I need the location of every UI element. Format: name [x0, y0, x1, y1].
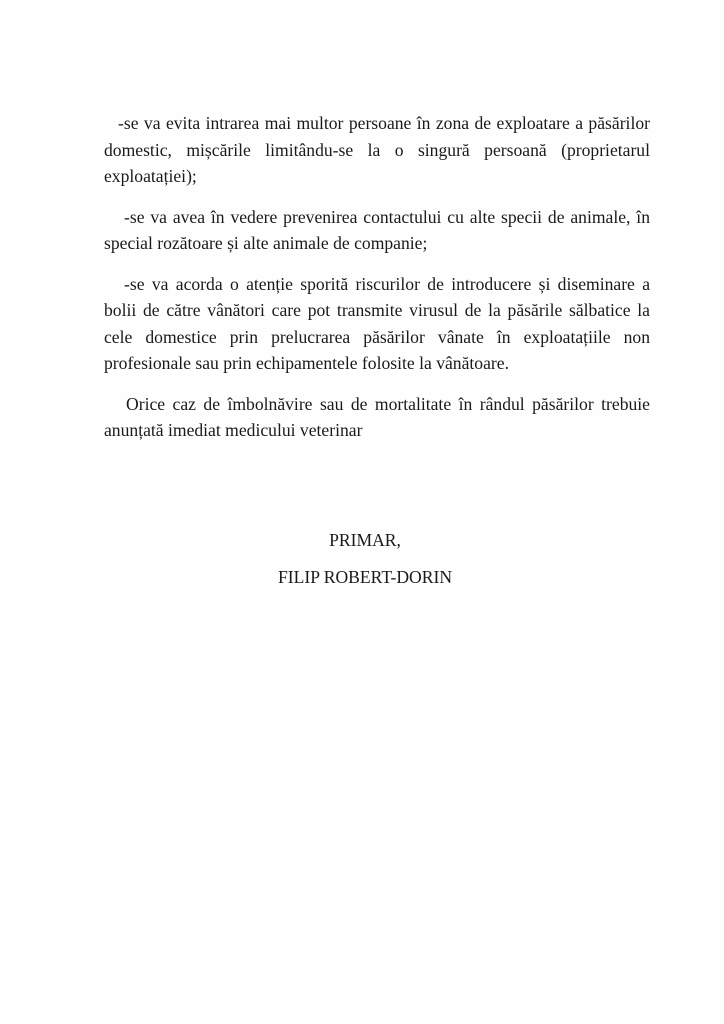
paragraph-2: -se va avea în vedere prevenirea contactului cu alte specii de animale, în special rozătoare și alte animale de companie; — [104, 206, 650, 253]
paragraph-1: -se va evita intrarea mai multor persoane în zona de exploatare a păsărilor domestic, mișcările limitându-se la o singură persoană (proprietarul exploatației); — [104, 113, 650, 186]
paragraph-4: Orice caz de îmbolnăvire sau de mortalitate în rândul păsărilor trebuie anunțată imediat medicului veterinar — [104, 393, 650, 440]
paragraph-3: -se va acorda o atenție sporită riscurilor de introducere și diseminare a bolii de către vânători care pot transmite virusul de la păsările sălbatice la cele domestice prin prelucrarea păsărilor vânate în exploatațiile non profesionale sau prin echipamentele folosite la vânătoare. — [104, 273, 650, 373]
signature-title: PRIMAR, — [329, 530, 401, 550]
signature-name: FILIP ROBERT-DORIN — [277, 567, 453, 587]
document-body — [104, 110, 650, 458]
